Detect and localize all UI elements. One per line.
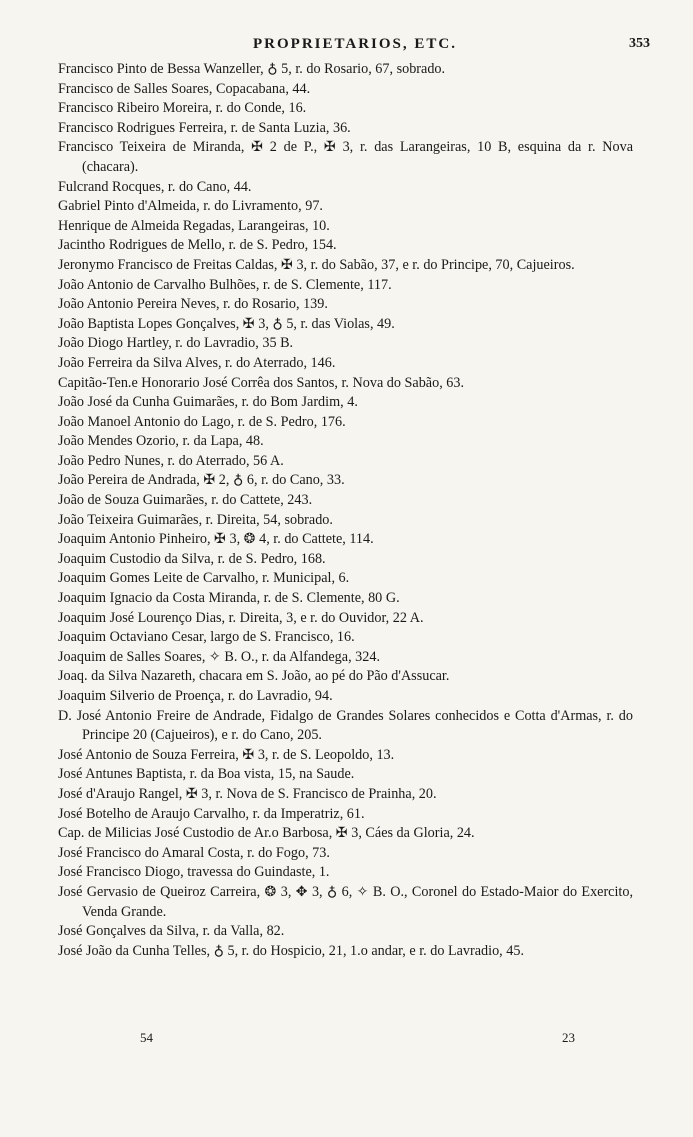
page-title: PROPRIETARIOS, ETC. <box>253 36 457 52</box>
list-item: Francisco Pinto de Bessa Wanzeller, ♁ 5, r. do Rosario, 67, sobrado. <box>58 61 446 77</box>
list-item: Francisco Ribeiro Moreira, r. do Conde, 16. <box>58 100 307 117</box>
signature-mark-left: 54 <box>140 1030 153 1045</box>
list-item: Joaquim Custodio da Silva, r. de S. Pedro, 168. <box>58 550 326 567</box>
list-item: José Francisco do Amaral Costa, r. do Fogo, 73. <box>58 844 330 861</box>
list-item: José João da Cunha Telles, ♁ 5, r. do Hospicio, 21, 1.o andar, e r. do Lavradio, 45. <box>58 942 525 959</box>
list-item: João Diogo Hartley, r. do Lavradio, 35 B. <box>58 335 294 352</box>
signature-mark-right: 23 <box>562 1030 575 1045</box>
list-item: Joaquim de Salles Soares, ✧ B. O., r. da Alfandega, 324. <box>58 648 380 665</box>
list-item: Jeronymo Francisco de Freitas Caldas, ✠ 3, r. do Sabão, 37, e r. do Principe, 70, Cajueiros. <box>58 256 575 273</box>
list-item: João Mendes Ozorio, r. da Lapa, 48. <box>58 433 264 450</box>
list-item: João Antonio Pereira Neves, r. do Rosario, 139. <box>58 296 328 313</box>
list-item: Capitão-Ten.e Honorario José Corrêa dos Santos, r. Nova do Sabão, 63. <box>58 374 465 391</box>
list-item: João Antonio de Carvalho Bulhões, r. de S. Clemente, 117. <box>58 276 392 293</box>
list-item: José Gervasio de Queiroz Carreira, ❂ 3, ✥ 3, ♁ 6, ✧ B. O., Coronel do Estado-Maior do Exercito, Venda Grande. <box>58 883 633 920</box>
list-item: João de Souza Guimarães, r. do Cattete, 243. <box>58 492 313 509</box>
list-item: Francisco de Salles Soares, Copacabana, 44. <box>58 80 311 97</box>
list-item: Joaquim Gomes Leite de Carvalho, r. Municipal, 6. <box>58 570 350 587</box>
list-item: João José da Cunha Guimarães, r. do Bom Jardim, 4. <box>58 394 358 411</box>
page-footer <box>60 1030 640 1048</box>
list-item: João Teixeira Guimarães, r. Direita, 54, sobrado. <box>58 511 333 528</box>
list-item: José Antunes Baptista, r. da Boa vista, 15, na Saude. <box>58 766 355 783</box>
list-item: Cap. de Milicias José Custodio de Ar.o Barbosa, ✠ 3, Cáes da Gloria, 24. <box>58 825 475 842</box>
list-item: João Baptista Lopes Gonçalves, ✠ 3, ♁ 5, r. das Violas, 49. <box>58 315 395 332</box>
list-item: José Botelho de Araujo Carvalho, r. da Imperatriz, 61. <box>58 805 365 822</box>
list-item: João Ferreira da Silva Alves, r. do Aterrado, 146. <box>58 354 336 371</box>
page-number: 353 <box>629 36 650 51</box>
list-item: José Antonio de Souza Ferreira, ✠ 3, r. de S. Leopoldo, 13. <box>58 746 395 763</box>
list-item: Jacintho Rodrigues de Mello, r. de S. Pedro, 154. <box>58 237 337 254</box>
list-item: João Manoel Antonio do Lago, r. de S. Pedro, 176. <box>58 413 346 430</box>
list-item: José Gonçalves da Silva, r. da Valla, 82. <box>58 923 285 940</box>
list-item: José Francisco Diogo, travessa do Guindaste, 1. <box>58 864 330 881</box>
list-item: D. José Antonio Freire de Andrade, Fidalgo de Grandes Solares conhecidos e Cotta d'Armas, r. do Principe 20 (Cajueiros), e r. do Cano, 205. <box>58 707 633 744</box>
list-item: João Pedro Nunes, r. do Aterrado, 56 A. <box>58 452 284 469</box>
entry-list <box>58 60 633 961</box>
list-item: Fulcrand Rocques, r. do Cano, 44. <box>58 178 252 195</box>
list-item: Joaquim Silverio de Proença, r. do Lavradio, 94. <box>58 688 333 704</box>
list-item: José d'Araujo Rangel, ✠ 3, r. Nova de S. Francisco de Prainha, 20. <box>58 785 437 802</box>
list-item: Joaquim Octaviano Cesar, largo de S. Francisco, 16. <box>58 629 355 646</box>
list-item: Joaquim Antonio Pinheiro, ✠ 3, ❂ 4, r. do Cattete, 114. <box>58 531 374 548</box>
list-item: Joaquim Ignacio da Costa Miranda, r. de S. Clemente, 80 G. <box>58 590 400 607</box>
list-item: Francisco Rodrigues Ferreira, r. de Santa Luzia, 36. <box>58 119 351 136</box>
list-item: Gabriel Pinto d'Almeida, r. do Livramento, 97. <box>58 198 323 215</box>
page-header <box>60 36 650 56</box>
list-item: João Pereira de Andrada, ✠ 2, ♁ 6, r. do Cano, 33. <box>58 472 345 489</box>
list-item: Francisco Teixeira de Miranda, ✠ 2 de P., ✠ 3, r. das Larangeiras, 10 B, esquina da r. Nova (chacara). <box>58 139 633 175</box>
list-item: Henrique de Almeida Regadas, Larangeiras, 10. <box>58 217 330 234</box>
list-item: Joaq. da Silva Nazareth, chacara em S. João, ao pé do Pão d'Assucar. <box>58 668 450 685</box>
list-item: Joaquim José Lourenço Dias, r. Direita, 3, e r. do Ouvidor, 22 A. <box>58 609 424 626</box>
